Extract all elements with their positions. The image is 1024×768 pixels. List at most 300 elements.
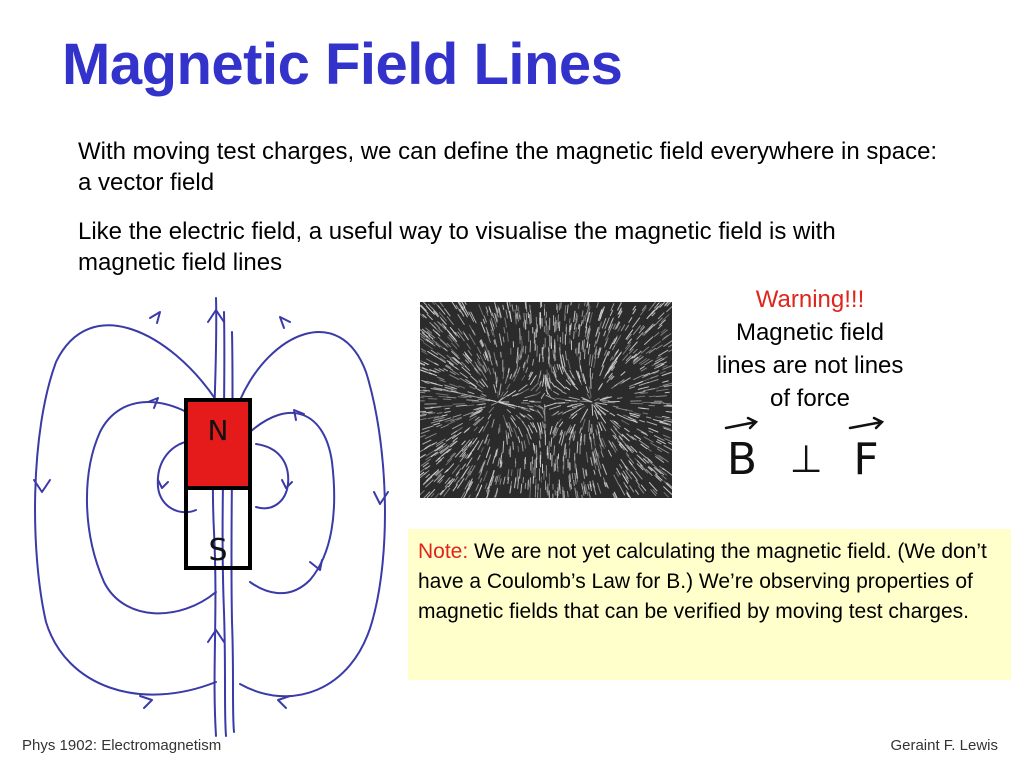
filing-streak: [517, 313, 518, 321]
filing-streak: [517, 469, 518, 481]
filing-streak: [583, 468, 585, 478]
filing-streak: [579, 324, 580, 329]
filing-streak: [503, 441, 504, 452]
filing-streak: [610, 310, 612, 315]
filing-streak: [422, 351, 427, 354]
filing-streak: [640, 420, 645, 422]
filing-streak: [442, 415, 447, 416]
filing-streak: [507, 302, 509, 312]
filing-streak: [536, 446, 537, 452]
filing-streak: [636, 481, 639, 486]
filing-streak: [647, 422, 657, 425]
filing-streak: [611, 304, 614, 311]
filing-streak: [562, 490, 563, 498]
filing-streak: [422, 396, 433, 397]
filing-streak: [563, 355, 565, 367]
filing-streak: [570, 370, 573, 377]
filing-streak: [522, 422, 528, 431]
vector-arrow-b: [726, 418, 756, 428]
filing-streak: [521, 484, 522, 493]
footer-course: Phys 1902: Electromagnetism: [22, 737, 222, 754]
filing-streak: [578, 304, 579, 309]
filing-streak: [565, 306, 566, 316]
filing-streak: [557, 364, 558, 369]
filing-streak: [602, 401, 609, 402]
filing-streak: [439, 302, 443, 307]
filing-streak: [421, 431, 429, 434]
filing-streak: [551, 365, 553, 373]
filing-streak: [516, 314, 517, 319]
filing-streak: [420, 435, 425, 437]
filing-streak: [438, 444, 445, 449]
filing-streak: [610, 413, 615, 416]
vector-relation: [720, 412, 900, 484]
filing-streak: [529, 425, 533, 433]
filing-streak: [657, 441, 662, 443]
filing-streak: [438, 353, 446, 359]
filing-streak: [420, 419, 426, 421]
filing-streak: [565, 351, 566, 360]
filing-streak: [480, 478, 482, 482]
filing-streak: [633, 349, 637, 353]
filing-streak: [630, 387, 635, 389]
filing-streak: [641, 485, 645, 491]
filing-streak: [553, 350, 554, 358]
filing-streak: [649, 431, 653, 433]
filing-streak: [611, 357, 613, 361]
filing-streak: [513, 442, 514, 449]
filing-streak: [624, 482, 627, 487]
filing-streak: [489, 368, 491, 374]
filing-streak: [569, 449, 570, 458]
filing-streak: [546, 395, 555, 399]
filing-streak: [640, 367, 644, 370]
filing-streak: [431, 494, 434, 497]
filing-streak: [527, 435, 530, 445]
filing-streak: [441, 486, 448, 495]
filing-streak: [426, 408, 433, 409]
filing-streak: [505, 318, 507, 327]
filing-streak: [428, 304, 431, 307]
filing-streak: [468, 351, 472, 356]
filing-streak: [637, 429, 646, 434]
filing-streak: [657, 449, 661, 452]
filing-streak: [659, 438, 664, 440]
filing-streak: [583, 340, 584, 352]
filing-streak: [601, 452, 603, 458]
filing-streak: [470, 466, 475, 476]
warning-line-1: Magnetic field: [735, 319, 885, 346]
filing-streak: [560, 485, 561, 494]
filing-streak: [582, 495, 583, 498]
filing-streak: [663, 357, 667, 359]
filing-streak: [464, 302, 466, 304]
filing-streak: [488, 439, 490, 444]
filing-streak: [669, 443, 672, 446]
magnet-south-label: S: [208, 533, 228, 568]
filing-streak: [592, 425, 593, 433]
filing-streak: [600, 366, 604, 376]
filing-streak: [530, 488, 531, 499]
field-line-center-3: [231, 332, 234, 732]
filing-streak: [617, 398, 622, 399]
filing-streak: [551, 438, 552, 446]
filing-streak: [518, 306, 519, 316]
field-line-center-1: [213, 298, 216, 736]
filing-streak: [489, 407, 493, 412]
filing-streak: [481, 448, 483, 452]
filing-streak: [511, 470, 512, 476]
filing-streak: [453, 404, 464, 405]
filing-streak: [456, 481, 459, 485]
filing-streak: [569, 481, 570, 491]
filing-streak: [445, 408, 450, 409]
filing-streak: [475, 388, 480, 391]
filing-streak: [617, 414, 627, 419]
filing-streak: [512, 305, 513, 311]
filing-streak: [507, 410, 510, 413]
filing-streak: [467, 405, 474, 406]
perpendicular-symbol: ⊥: [789, 437, 823, 481]
filing-streak: [479, 404, 485, 405]
filing-streak: [453, 371, 459, 375]
filing-streak: [597, 332, 600, 343]
filing-streak: [494, 302, 495, 307]
filing-streak: [588, 484, 589, 489]
filing-streak: [518, 446, 519, 451]
filing-streak: [487, 455, 490, 465]
filing-streak: [598, 483, 601, 493]
field-line-outer-right: [240, 332, 385, 696]
filing-streak: [641, 465, 646, 470]
filing-streak: [536, 386, 541, 391]
filing-streak: [665, 439, 672, 443]
filing-streak: [647, 448, 651, 451]
filing-streak: [558, 412, 562, 415]
filing-streak: [616, 472, 618, 476]
filing-streak: [649, 388, 659, 390]
filing-streak: [424, 444, 434, 450]
filing-streak: [627, 434, 634, 440]
filing-streak: [621, 372, 625, 375]
arrow-4: [374, 492, 388, 504]
filing-streak: [433, 302, 439, 308]
iron-filings-photo: [420, 302, 672, 498]
filing-streak: [483, 319, 485, 323]
filing-streak: [452, 343, 457, 349]
filing-streak: [488, 415, 491, 419]
filing-streak: [574, 311, 575, 322]
filing-streak: [439, 396, 450, 397]
filing-streak: [564, 431, 566, 435]
filing-streak: [645, 337, 654, 345]
filing-streak: [658, 313, 664, 319]
filing-streak: [528, 406, 533, 407]
filing-streak: [540, 371, 541, 378]
filing-streak: [420, 392, 425, 393]
filing-streak: [486, 494, 488, 498]
filing-streak: [453, 485, 457, 491]
filing-streak: [467, 344, 471, 349]
filing-streak: [462, 441, 465, 445]
filing-streak: [581, 321, 582, 326]
filing-streak: [448, 421, 455, 424]
filing-streak: [663, 381, 669, 382]
filing-streak: [530, 315, 531, 324]
filing-streak: [613, 406, 618, 407]
filing-streak: [611, 429, 616, 435]
filing-streak: [629, 318, 632, 323]
filing-streak: [626, 330, 633, 339]
paragraph-field-lines: Like the electric field, a useful way to visualise the magnetic field is with magnetic field lines: [78, 218, 836, 276]
filing-streak: [572, 473, 573, 479]
filing-streak: [478, 455, 480, 460]
filing-streak: [577, 491, 579, 498]
filing-streak: [494, 353, 496, 364]
filing-streak: [486, 307, 488, 312]
filing-streak: [597, 303, 599, 308]
filing-streak: [550, 406, 561, 410]
filing-streak: [554, 392, 559, 395]
filing-streak: [495, 477, 496, 482]
filing-streak: [590, 313, 593, 323]
filing-streak: [594, 357, 596, 367]
filing-streak: [658, 325, 662, 329]
filing-streak: [582, 311, 583, 317]
filing-streak: [437, 425, 442, 427]
filing-streak: [661, 372, 666, 374]
filing-streak: [586, 452, 587, 462]
filing-streak: [478, 347, 481, 353]
filing-streak: [554, 354, 555, 361]
filing-streak: [444, 348, 447, 351]
filing-streak: [651, 490, 656, 496]
filing-streak: [655, 358, 662, 362]
filing-streak: [586, 387, 588, 393]
filing-streak: [420, 411, 426, 412]
filing-streak: [585, 302, 586, 306]
filing-streak: [526, 302, 527, 312]
filing-streak: [576, 313, 577, 319]
arrow-6: [278, 696, 290, 708]
filing-streak: [630, 384, 637, 387]
filing-streak: [664, 493, 668, 497]
vector-b-label: B: [726, 434, 758, 484]
filing-streak: [431, 302, 434, 304]
filing-streak: [445, 412, 451, 413]
filing-streak: [470, 386, 475, 389]
filing-streak: [619, 485, 624, 495]
filing-streak: [528, 481, 529, 490]
filing-streak: [631, 472, 637, 480]
filing-streak: [459, 386, 464, 388]
filing-streak: [568, 359, 570, 368]
filing-streak: [500, 334, 502, 345]
filing-streak: [582, 419, 585, 429]
filing-streak: [613, 345, 615, 349]
filing-streak: [582, 341, 583, 349]
filing-streak: [589, 355, 590, 365]
filing-streak: [640, 452, 647, 458]
filing-streak: [538, 410, 543, 417]
filing-streak: [580, 366, 581, 372]
filing-streak: [656, 389, 668, 391]
filing-streak: [521, 349, 522, 358]
filing-streak: [541, 393, 544, 398]
filing-streak: [613, 324, 615, 329]
filing-streak: [526, 368, 528, 373]
filing-streak: [440, 389, 445, 390]
filing-streak: [456, 405, 466, 406]
filing-streak: [479, 305, 483, 315]
filing-streak: [518, 367, 520, 373]
filing-streak: [663, 435, 670, 438]
filing-streak: [659, 455, 669, 462]
filing-streak: [455, 477, 458, 482]
filing-streak: [424, 471, 429, 475]
filing-streak: [485, 484, 487, 489]
filing-streak: [662, 334, 671, 340]
field-line-small-right: [256, 444, 288, 508]
filing-streak: [571, 302, 572, 305]
filing-streak: [605, 342, 607, 347]
filing-streak: [543, 422, 544, 427]
filing-streak: [559, 365, 562, 374]
filing-streak: [599, 470, 601, 477]
filing-streak: [421, 305, 426, 310]
filing-streak: [540, 381, 541, 385]
filing-streak: [556, 398, 565, 399]
filing-streak: [589, 492, 591, 498]
note-text: We are not yet calculating the magnetic field. (We don’t have a Coulomb’s Law for B.) We’re observing properties of magnetic fields that can be verified by moving test charges.: [418, 540, 987, 623]
filing-streak: [500, 479, 501, 484]
filing-streak: [554, 446, 555, 455]
magnet-north-label: N: [207, 414, 229, 447]
filing-streak: [522, 442, 523, 451]
filing-streak: [520, 329, 521, 340]
filing-streak: [515, 478, 516, 488]
filing-streak: [564, 369, 569, 379]
filing-streak: [510, 374, 512, 378]
filing-streak: [647, 417, 652, 418]
filing-streak: [543, 410, 544, 415]
filing-streak: [571, 324, 572, 330]
filing-streak: [659, 350, 668, 356]
filing-streak: [445, 309, 451, 316]
filing-streak: [483, 421, 488, 431]
filing-streak: [549, 359, 550, 367]
filing-streak: [515, 316, 516, 324]
filing-streak: [580, 428, 581, 433]
filing-streak: [591, 355, 593, 367]
filing-streak: [423, 426, 434, 429]
warning-title: Warning!!!: [755, 286, 865, 313]
filing-streak: [656, 396, 666, 397]
filing-streak: [648, 461, 656, 468]
filing-streak: [425, 434, 436, 439]
filing-streak: [577, 442, 578, 453]
filing-streak: [663, 366, 667, 368]
filing-streak: [529, 415, 534, 419]
filing-streak: [575, 324, 576, 329]
filing-streak: [649, 396, 655, 397]
filing-streak: [604, 352, 609, 363]
filing-streak: [585, 313, 587, 321]
filing-streak: [543, 375, 544, 382]
filing-streak: [444, 369, 448, 371]
filing-streak: [516, 415, 520, 418]
filing-streak: [475, 417, 484, 425]
filing-streak: [605, 350, 607, 355]
filing-streak: [655, 333, 659, 337]
filing-streak: [480, 396, 484, 398]
filing-streak: [592, 404, 593, 415]
filing-streak: [520, 469, 521, 479]
arrow-10: [158, 480, 168, 488]
filing-streak: [644, 437, 653, 442]
filing-streak: [509, 302, 511, 306]
filing-streak: [662, 372, 671, 375]
filing-streak: [468, 495, 471, 498]
paragraph-vector-field: With moving test charges, we can define the magnetic field everywhere in space: a vector field: [78, 138, 938, 196]
filing-streak: [552, 383, 555, 387]
filing-streak: [640, 408, 645, 409]
filing-streak: [476, 484, 479, 490]
filing-streak: [458, 397, 467, 398]
filing-streak: [657, 356, 661, 358]
filing-streak: [606, 366, 612, 376]
filing-streak: [450, 375, 459, 380]
filing-streak: [459, 477, 462, 481]
filing-streak: [438, 337, 447, 345]
filing-streak: [595, 341, 596, 347]
filing-streak: [645, 324, 653, 332]
filing-streak: [467, 400, 479, 401]
filing-streak: [665, 392, 669, 393]
filing-streak: [567, 305, 568, 313]
filing-streak: [562, 392, 566, 394]
magnet-field-drawing: [20, 292, 405, 737]
filing-streak: [585, 409, 588, 414]
filing-streak: [499, 384, 501, 395]
filing-streak: [643, 413, 648, 414]
filing-streak: [568, 491, 569, 496]
filing-streak: [464, 333, 468, 340]
arrow-5: [140, 696, 152, 708]
filing-streak: [504, 328, 505, 333]
filing-streak: [574, 480, 575, 485]
filing-streak: [501, 392, 503, 397]
filing-streak: [564, 491, 565, 498]
filing-streak: [453, 415, 461, 418]
filing-streak: [462, 464, 465, 469]
filing-streak: [637, 333, 643, 340]
field-line-outer-left: [35, 325, 216, 694]
filing-streak: [599, 384, 602, 389]
filing-streak: [492, 313, 493, 317]
arrow-1: [150, 312, 160, 323]
filing-streak: [633, 306, 635, 310]
filing-streak: [467, 458, 472, 466]
filing-streak: [561, 435, 564, 445]
filing-streak: [516, 305, 517, 310]
filing-streak: [493, 333, 494, 337]
filing-streak: [609, 450, 612, 456]
warning-box: [692, 283, 928, 415]
filing-streak: [531, 311, 532, 323]
filing-streak: [507, 384, 510, 389]
footer-author: Geraint F. Lewis: [890, 737, 998, 754]
